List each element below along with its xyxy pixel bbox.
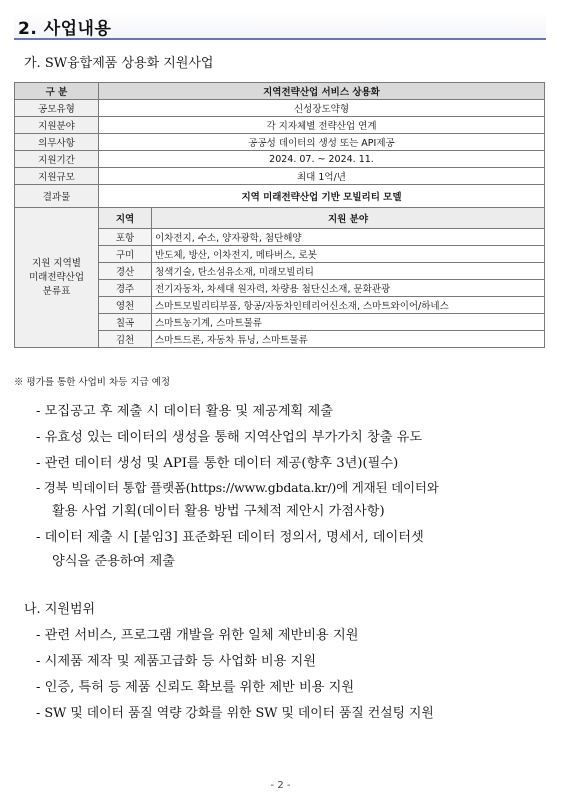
regional-label-line: 분류표 [42,285,71,297]
bullet-item: - 모집공고 후 제출 시 데이터 활용 및 제공계획 제출 [36,404,333,419]
table-row [15,134,545,151]
row-value: 최대 1억/년 [99,168,545,185]
subsection-b-title: 나. 지원범위 [24,602,96,617]
row-value: 지역 미래전략산업 기반 모빌리티 모델 [99,185,545,208]
region-name: 칠곡 [99,314,152,331]
region-field: 스마트모빌리티부품, 항공/자동차인테리어신소재, 스마트와이어/하네스 [152,297,545,314]
row-label: 의무사항 [15,134,99,151]
col-region-header: 지역 [99,208,152,229]
regional-label-line: 미래전략산업 [28,271,85,283]
header-category: 구 분 [15,83,99,100]
regional-header-row [15,208,545,229]
region-field: 스마트드론, 자동차 튜닝, 스마트물류 [152,331,545,348]
region-name: 영천 [99,297,152,314]
bullet-item-continuation: 활용 사업 기획(데이터 활용 방법 구체적 제안시 가점사항) [52,504,385,519]
page-number: - 2 - [270,780,291,791]
bullet-item: - 관련 서비스, 프로그램 개발을 위한 일체 제반비용 지원 [36,628,359,643]
region-field: 청색기술, 탄소섬유소재, 미래모빌리티 [152,263,545,280]
row-label: 지원기간 [15,151,99,168]
table-row [15,168,545,185]
row-label: 결과물 [15,185,99,208]
table-row [15,151,545,168]
region-name: 경산 [99,263,152,280]
bullet-item: - SW 및 데이터 품질 역량 강화를 위한 SW 및 데이터 품질 컨설팅 지원 [36,706,434,721]
regional-label-line: 지원 지역별 [32,257,81,269]
region-name: 경주 [99,280,152,297]
table-row [15,100,545,117]
bullet-item: - 인증, 특허 등 제품 신뢰도 확보를 위한 제반 비용 지원 [36,680,355,695]
evaluation-note: ※ 평가를 통한 사업비 차등 지급 예정 [14,377,171,388]
header-program: 지역전략산업 서비스 상용화 [99,83,545,100]
table-row [15,185,545,208]
bullet-item: - 관련 데이터 생성 및 API를 통한 데이터 제공(향후 3년)(필수) [36,456,399,471]
region-field: 전기자동차, 차세대 원자력, 차량용 첨단신소재, 문화관광 [152,280,545,297]
region-name: 김천 [99,331,152,348]
subsection-a-title: 가. SW융합제품 상용화 지원사업 [24,56,214,71]
section-header [14,12,546,40]
row-label: 지원규모 [15,168,99,185]
row-value: 신성장도약형 [99,100,545,117]
section-title: 2. 사업내용 [18,19,112,39]
row-value: 각 지자체별 전략산업 연계 [99,117,545,134]
region-name: 구미 [99,246,152,263]
bullet-item-continuation: 양식을 준용하여 제출 [52,554,176,569]
bullet-item: - 유효성 있는 데이터의 생성을 통해 지역산업의 부가가치 창출 유도 [36,430,423,445]
bullet-item: - 데이터 제출 시 [붙임3] 표준화된 데이터 정의서, 명세서, 데이터셋 [36,530,424,545]
col-field-header: 지원 분야 [152,208,545,229]
row-label: 공모유형 [15,100,99,117]
region-field: 반도체, 방산, 이차전지, 메타버스, 로봇 [152,246,545,263]
bullet-item: - 시제품 제작 및 제품고급화 등 사업화 비용 지원 [36,654,317,669]
table-row [15,117,545,134]
region-name: 포항 [99,229,152,246]
region-field: 이차전지, 수소, 양자광학, 첨단해양 [152,229,545,246]
regional-label [15,208,99,348]
bullet-item: - 경북 빅데이터 통합 플랫폼(https://www.gbdata.kr/)에 게재된 데이터와 [36,480,439,495]
row-label: 지원분야 [15,117,99,134]
table-header-row [15,83,545,100]
row-value: 2024. 07. ~ 2024. 11. [99,151,545,168]
support-table [14,82,545,348]
row-value: 공공성 데이터의 생성 또는 API제공 [99,134,545,151]
region-field: 스마트농기계, 스마트물류 [152,314,545,331]
